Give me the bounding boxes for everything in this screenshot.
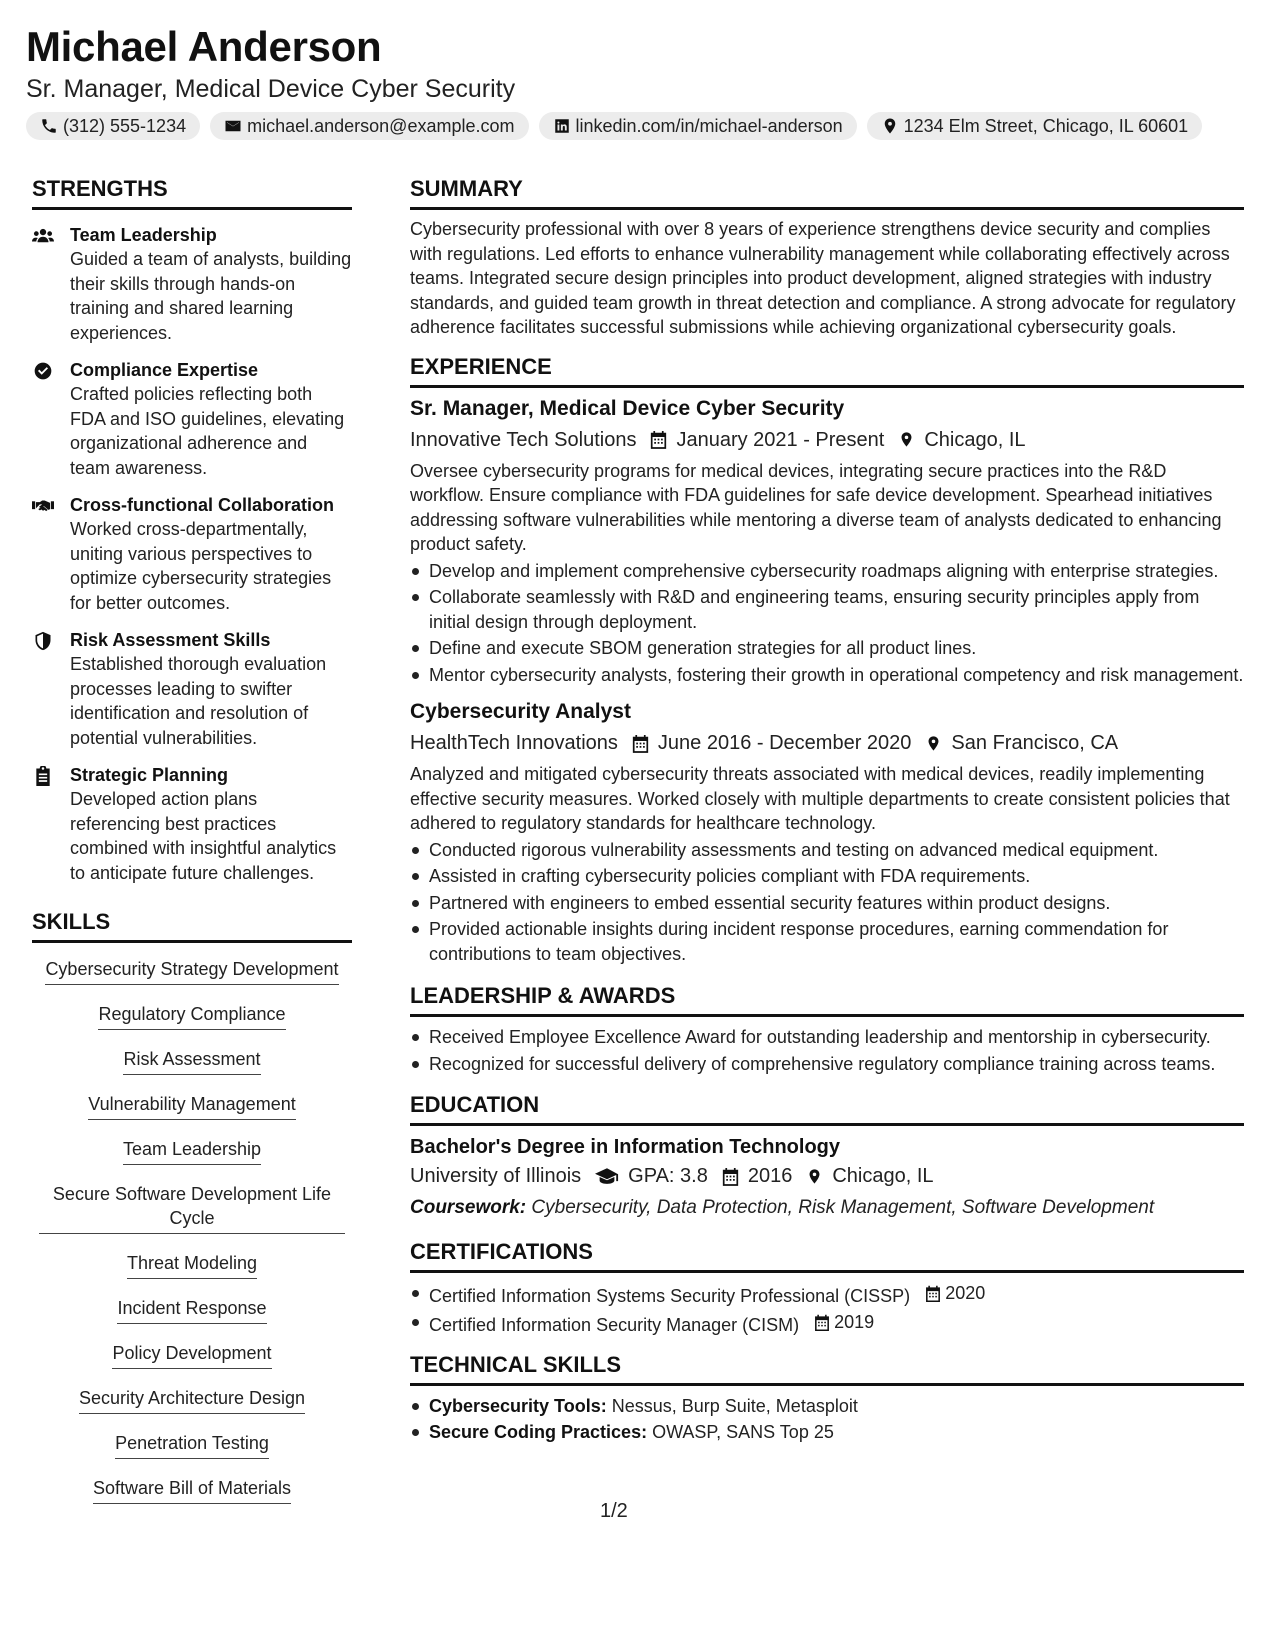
map-pin-icon [898,430,915,449]
list-item: Collaborate seamlessly with R&D and engineering teams, ensuring security principles apply from initial design through deployment. [410,585,1244,634]
strength-desc: Established thorough evaluation processes leading to swifter identification and resolution of potential vulnerabilities. [70,654,327,748]
skill-tag: Cybersecurity Strategy Development [45,957,338,985]
coursework [410,1195,1244,1221]
phone-text: (312) 555-1234 [63,115,187,136]
skill-tag: Vulnerability Management [88,1092,295,1120]
linkedin-icon [553,117,571,135]
skill-tag: Risk Assessment [123,1047,260,1075]
calendar-icon [722,1167,739,1186]
map-pin-icon [806,1167,823,1186]
strength-item [32,358,352,480]
strength-item [32,493,352,615]
job-meta [410,426,1244,454]
awards-list [410,1025,1244,1076]
clipboard-icon [32,766,54,786]
tech-skill-label: Secure Coding Practices: [429,1422,648,1442]
school-name: University of Illinois [410,1165,582,1187]
job-company: HealthTech Innovations [410,732,618,754]
phone-icon [40,117,58,135]
calendar-icon [925,1285,941,1302]
experience-heading: EXPERIENCE [410,354,1244,388]
list-item: Received Employee Excellence Award for outstanding leadership and mentorship in cybersecurity. [410,1025,1244,1050]
strength-title: Cross-functional Collaboration [70,495,335,515]
certifications-list [410,1281,1244,1338]
graduation-cap-icon [595,1167,619,1186]
strength-title: Team Leadership [70,225,217,245]
handshake-icon [32,496,54,516]
list-item: Develop and implement comprehensive cybersecurity roadmaps aligning with enterprise strategies. [410,559,1244,584]
skill-tag: Policy Development [112,1341,271,1369]
right-column [410,176,1244,1445]
strength-desc: Developed action plans referencing best practices combined with insightful analytics to anticipate future challenges. [70,789,337,883]
users-icon [32,226,54,246]
list-item [410,1281,1244,1308]
left-column [32,176,352,1521]
contact-linkedin[interactable] [539,112,857,140]
gpa: GPA: 3.8 [628,1165,708,1187]
tech-skill-value: OWASP, SANS Top 25 [652,1422,834,1442]
resume-header [26,22,1256,140]
contact-bar [26,112,1256,140]
education-meta [410,1162,1244,1190]
list-item: Assisted in crafting cybersecurity policies compliant with FDA requirements. [410,864,1244,889]
strength-item [32,223,352,345]
strength-title: Strategic Planning [70,765,229,785]
strength-desc: Crafted policies reflecting both FDA and ISO guidelines, elevating organizational adherence and team awareness. [70,384,345,478]
job-company: Innovative Tech Solutions [410,428,637,451]
job-meta [410,729,1244,757]
list-item [410,1420,1244,1445]
skills-list [32,957,352,1521]
skills-heading: SKILLS [32,909,352,943]
strength-title: Compliance Expertise [70,360,259,380]
strengths-heading: STRENGTHS [32,176,352,210]
degree-title: Bachelor's Degree in Information Technology [410,1136,841,1158]
skill-tag: Security Architecture Design [79,1386,305,1414]
job-description: Oversee cybersecurity programs for medical devices, integrating secure practices into the R&D workflow. Ensure compliance with FDA guidelines for safe device development. Spearhead initiatives addressing software vulnerabilities while mentoring a diverse team of analysts dedicated to enhancing product safety. [410,460,1222,554]
strength-title: Risk Assessment Skills [70,630,271,650]
list-item: Mentor cybersecurity analysts, fostering their growth in operational competency and risk management. [410,663,1244,688]
cert-name: Certified Information Security Manager (CISM) [429,1315,800,1335]
job-dates: January 2021 - Present [676,428,885,451]
list-item: Define and execute SBOM generation strategies for all product lines. [410,636,1244,661]
technical-skills-list [410,1394,1244,1445]
contact-email[interactable] [210,112,528,140]
calendar-icon [814,1314,830,1331]
calendar-icon [632,734,649,753]
summary-text: Cybersecurity professional with over 8 years of experience strengthens device security and complies with regulations. Led efforts to enhance vulnerability management while collaborating effectively across teams. Integrated secure design principles into product development, aligned strategies with industry standards, and guided team growth in threat detection and compliance. A strong advocate for regulatory adherence facilitates successful submissions while achieving organizational cybersecurity goals. [410,219,1236,337]
job-entry [410,698,1244,966]
cert-year: 2019 [834,1312,875,1333]
list-item: Partnered with engineers to embed essential security features within product designs. [410,891,1244,916]
strength-item [32,628,352,750]
contact-phone[interactable] [26,112,200,140]
cert-name: Certified Information Systems Security Professional (CISSP) [429,1285,911,1306]
strength-desc: Guided a team of analysts, building their skills through hands-on training and shared learning experiences. [70,249,352,343]
list-item: Conducted rigorous vulnerability assessments and testing on advanced medical equipment. [410,838,1244,863]
check-circle-icon [32,361,54,381]
education-heading: EDUCATION [410,1092,1244,1126]
list-item [410,1394,1244,1419]
page-number: 1/2 [600,1500,628,1522]
tech-skill-value: Nessus, Burp Suite, Metasploit [611,1395,858,1416]
skill-tag: Regulatory Compliance [98,1002,285,1030]
strength-desc: Worked cross-departmentally, uniting various perspectives to optimize cybersecurity strategies for better outcomes. [70,519,332,613]
tech-skill-label: Cybersecurity Tools: [429,1395,607,1416]
awards-heading: LEADERSHIP & AWARDS [410,983,1244,1017]
shield-icon [32,631,54,651]
summary-heading: SUMMARY [410,176,1244,210]
job-title: Sr. Manager, Medical Device Cyber Security [410,396,845,420]
skill-tag: Threat Modeling [127,1251,257,1279]
coursework-list: Cybersecurity, Data Protection, Risk Management, Software Development [531,1197,1155,1218]
job-dates: June 2016 - December 2020 [657,732,912,754]
job-title: Cybersecurity Analyst [410,700,631,723]
job-location: San Francisco, CA [951,732,1119,754]
list-item [410,1310,1244,1337]
cert-year: 2020 [945,1283,986,1303]
skill-tag: Software Bill of Materials [93,1476,291,1504]
list-item: Provided actionable insights during incident response procedures, earning commendation for contributions to team objectives. [410,917,1244,966]
education-entry [410,1133,1244,1221]
graduation-year: 2016 [747,1165,793,1187]
map-pin-icon [881,117,899,135]
technical-skills-heading: TECHNICAL SKILLS [410,1352,1244,1386]
skill-tag: Incident Response [117,1296,266,1324]
job-description: Analyzed and mitigated cybersecurity threats associated with medical devices, readily implementing effective security measures. Worked closely with multiple departments to create consistent policies that adhered to regulatory standards for healthcare technology. [410,764,1230,833]
strength-item [32,763,352,885]
job-bullets [410,559,1244,688]
skill-tag: Team Leadership [123,1137,261,1165]
email-text: michael.anderson@example.com [247,115,515,136]
address-text: 1234 Elm Street, Chicago, IL 60601 [903,115,1189,136]
linkedin-text: linkedin.com/in/michael-anderson [575,115,843,136]
map-pin-icon [925,734,942,753]
job-entry [410,395,1244,688]
candidate-title: Sr. Manager, Medical Device Cyber Security [26,75,516,103]
contact-address[interactable] [867,112,1203,140]
calendar-icon [650,430,667,449]
list-item: Recognized for successful delivery of comprehensive regulatory compliance training across teams. [410,1052,1244,1077]
school-location: Chicago, IL [832,1165,934,1187]
candidate-name: Michael Anderson [26,23,382,70]
job-bullets [410,838,1244,967]
coursework-label: Coursework: [410,1197,527,1218]
envelope-icon [224,117,242,135]
job-location: Chicago, IL [924,428,1026,451]
skill-tag: Secure Software Development Life Cycle [39,1182,345,1234]
certifications-heading: CERTIFICATIONS [410,1239,1244,1273]
skill-tag: Penetration Testing [115,1431,269,1459]
